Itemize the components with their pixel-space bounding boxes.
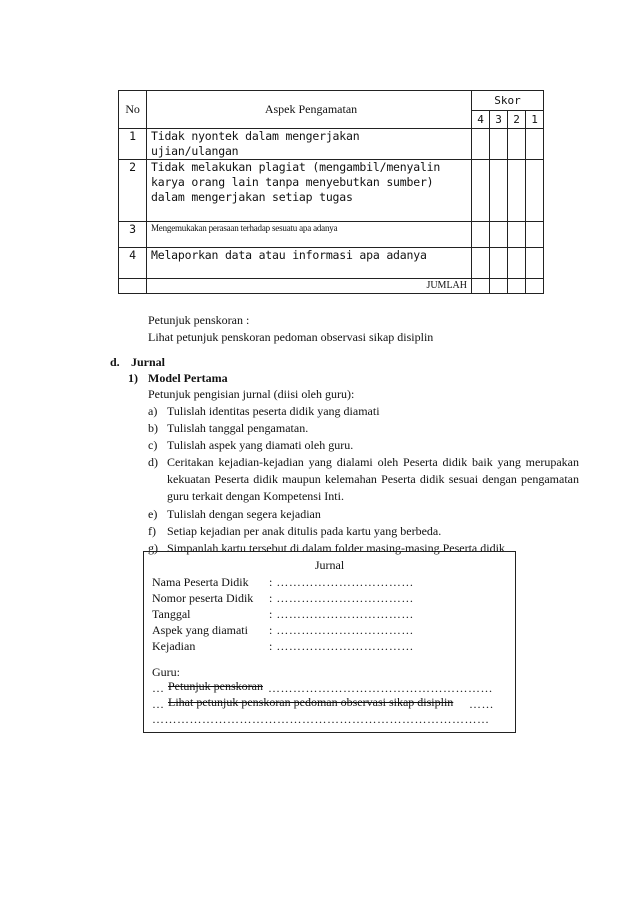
line1-prefix: … [152,681,165,695]
step-text: Simpanlah kartu tersebut di dalam folder masing-masing Peserta didik [167,541,505,555]
score-cell [472,160,490,222]
journal-title: Jurnal [314,558,345,572]
header-score: Skor [472,91,544,111]
step-text: Tulislah tanggal pengamatan. [167,421,309,435]
guru-label: Guru: [152,665,180,679]
table-row [119,160,544,222]
field-label: Tanggal [152,607,191,621]
step-text: Tulislah aspek yang diamati oleh guru. [167,438,354,452]
field-value[interactable]: : …………………………… [269,607,414,621]
subsection-title: Model Pertama [148,371,228,385]
header-aspect: Aspek Pengamatan [147,91,472,129]
step-label: b) [148,421,158,435]
score-cell [508,248,526,279]
line2-suffix: …… [469,697,494,711]
score-cell [508,222,526,248]
step-label: d) [148,455,158,469]
total-cell [490,279,508,294]
journal-format-box [143,551,516,733]
score-cell [508,129,526,160]
field-label: Nama Peserta Didik [152,575,249,589]
field-value[interactable]: : …………………………… [269,591,414,605]
score-cell [490,129,508,160]
field-label: Kejadian [152,639,196,653]
score-cell [526,248,544,279]
score-cell [526,222,544,248]
line1-overlay: Petunjuk penskoran [168,679,263,693]
score-cell [472,248,490,279]
observation-table [118,90,544,294]
total-cell [526,279,544,294]
step-text: Tulislah identitas peserta didik yang diamati [167,404,380,418]
row-aspect: Tidak melakukan plagiat (mengambil/menyalin karya orang lain tanpa menyebutkan sumber) dalam mengerjakan setiap tugas [147,160,472,222]
row-no: 1 [119,129,147,160]
score-cell [490,222,508,248]
step-label: e) [148,507,158,521]
line3: ……………………………………………………………………… [152,712,490,726]
section-title: Jurnal [131,355,166,369]
total-cell [472,279,490,294]
subsection-label: 1) [128,371,138,385]
score-cell [472,222,490,248]
score-3: 3 [490,111,508,129]
field-value[interactable]: : …………………………… [269,623,414,637]
score-cell [526,160,544,222]
score-cell [490,160,508,222]
total-empty [119,279,147,294]
line1-suffix: ……………………………………………… [268,681,493,695]
step-label: a) [148,404,158,418]
row-no: 3 [119,222,147,248]
field-value[interactable]: : …………………………… [269,639,414,653]
scoring-title: Petunjuk penskoran : [148,313,250,327]
total-row [119,279,544,294]
table-row [119,129,544,160]
score-2: 2 [508,111,526,129]
table-row [119,248,544,279]
row-no: 2 [119,160,147,222]
score-cell [508,160,526,222]
total-cell [508,279,526,294]
scoring-text: Lihat petunjuk penskoran pedoman observasi sikap disiplin [148,330,434,344]
step-label: f) [148,524,156,538]
step-text: Tulislah dengan segera kejadian [167,507,321,521]
section-label: d. [110,355,120,369]
step-label: g) [148,541,158,555]
table-row [119,222,544,248]
step-text: Setiap kejadian per anak ditulis pada kartu yang berbeda. [167,524,442,538]
header-no: No [119,91,147,129]
score-1: 1 [526,111,544,129]
line2-prefix: … [152,697,165,711]
field-label: Aspek yang diamati [152,623,248,637]
score-cell [490,248,508,279]
step-text: Ceritakan kejadian-kejadian yang dialami oleh Peserta didik baik yang merupakan kekuatan Peserta didik maupun kelemahan Peserta didik sesuai dengan pengamatan guru terkait dengan Kompetensi Inti. [167,455,579,503]
row-aspect: Mengemukakan perasaan terhadap sesuatu apa adanya [147,222,472,248]
row-aspect: Tidak nyontek dalam mengerjakan ujian/ulangan [147,129,472,160]
field-value[interactable]: : …………………………… [269,575,414,589]
intro-text: Petunjuk pengisian jurnal (diisi oleh guru): [148,387,355,401]
score-4: 4 [472,111,490,129]
row-aspect: Melaporkan data atau informasi apa adanya [147,248,472,279]
total-label: JUMLAH [147,279,472,294]
score-cell [472,129,490,160]
field-label: Nomor peserta Didik [152,591,254,605]
step-label: c) [148,438,158,452]
line2-overlay: Lihat petunjuk penskoran pedoman observasi sikap disiplin [168,695,454,709]
row-no: 4 [119,248,147,279]
score-cell [526,129,544,160]
